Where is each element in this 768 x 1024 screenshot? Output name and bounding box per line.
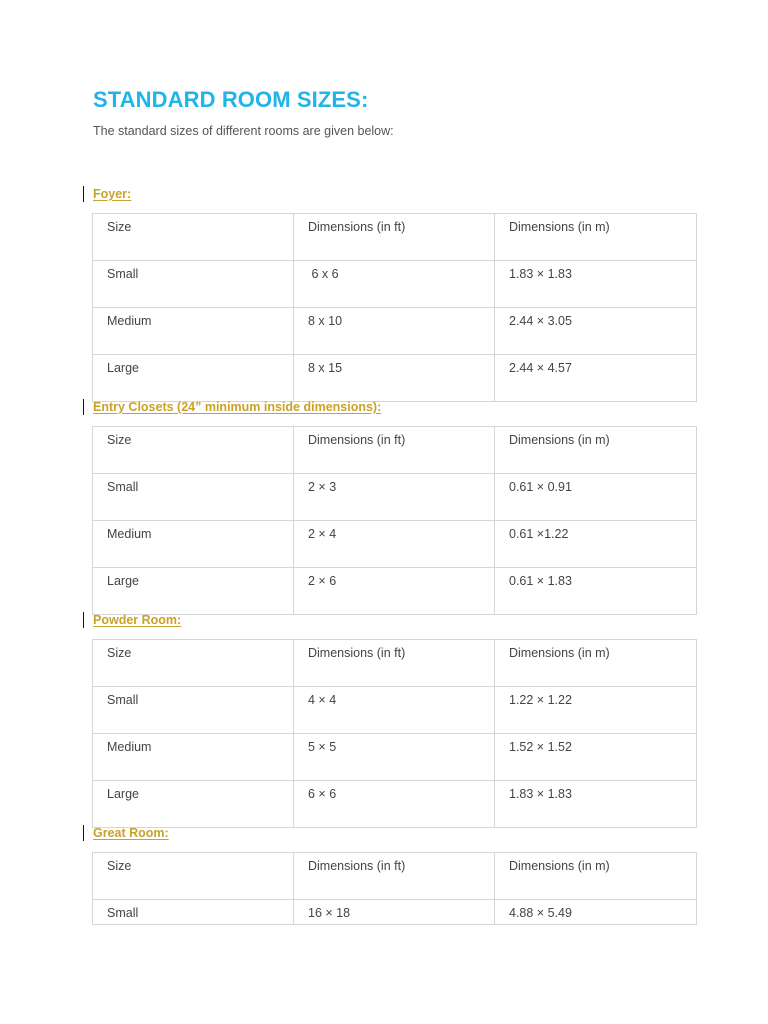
cell-text: Dimensions (in m) — [509, 220, 610, 234]
table-cell — [294, 853, 495, 900]
table-cell — [495, 474, 697, 521]
table-cell — [93, 355, 294, 402]
cell-text: Dimensions (in m) — [509, 433, 610, 447]
section-heading — [82, 612, 696, 630]
cell-text: 6 x 6 — [308, 267, 339, 281]
intro-text: The standard sizes of different rooms are given below: — [93, 124, 394, 138]
foyer-table — [92, 213, 697, 402]
table-cell — [495, 640, 697, 687]
table-cell — [93, 687, 294, 734]
section-heading-text: Powder Room: — [93, 613, 182, 627]
cell-text: 2.44 × 4.57 — [509, 361, 572, 375]
table-cell — [294, 214, 495, 261]
cell-text: Medium — [107, 314, 152, 328]
text-cursor-marker — [83, 825, 84, 841]
table-cell — [93, 474, 294, 521]
text-cursor-marker — [83, 612, 84, 628]
table-cell — [294, 521, 495, 568]
cell-text: Small — [107, 693, 139, 707]
table-row — [93, 355, 697, 402]
table-cell — [294, 687, 495, 734]
table-row — [93, 261, 697, 308]
table-cell — [294, 900, 495, 925]
table-header-row — [93, 853, 697, 900]
table-cell — [294, 355, 495, 402]
section-heading — [82, 825, 696, 843]
table-cell — [294, 781, 495, 828]
section-foyer — [82, 186, 696, 375]
great-room-table — [92, 852, 697, 925]
cell-text: 0.61 × 0.91 — [509, 480, 572, 494]
table-row — [93, 474, 697, 521]
table-cell — [93, 853, 294, 900]
table-cell — [495, 355, 697, 402]
cell-text: 2 × 6 — [308, 574, 337, 588]
section-heading-text: Great Room: — [93, 826, 169, 840]
section-powder-room — [82, 612, 696, 801]
table-cell — [495, 261, 697, 308]
cell-text: 1.52 × 1.52 — [509, 740, 572, 754]
cell-text: Medium — [107, 527, 152, 541]
table-cell — [294, 474, 495, 521]
entry-closets-table — [92, 426, 697, 615]
table-cell — [93, 427, 294, 474]
section-great-room — [82, 825, 696, 920]
cell-text: Size — [107, 646, 132, 660]
cell-text: 4 × 4 — [308, 693, 337, 707]
cell-text: 16 × 18 — [308, 906, 351, 920]
cell-text: Dimensions (in m) — [509, 646, 610, 660]
table-cell — [93, 640, 294, 687]
cell-text: Size — [107, 220, 132, 234]
section-entry-closets — [82, 399, 696, 588]
powder-room-table — [92, 639, 697, 828]
text-cursor-marker — [83, 186, 84, 202]
table-row — [93, 308, 697, 355]
page-title: STANDARD ROOM SIZES: — [93, 87, 369, 112]
table-cell — [495, 214, 697, 261]
table-cell — [495, 900, 697, 925]
cell-text: Dimensions (in m) — [509, 859, 610, 873]
cell-text: Dimensions (in ft) — [308, 646, 406, 660]
table-cell — [93, 900, 294, 925]
table-cell — [294, 261, 495, 308]
cell-text: 4.88 × 5.49 — [509, 906, 572, 920]
section-heading — [82, 399, 696, 417]
table-cell — [495, 853, 697, 900]
table-row — [93, 521, 697, 568]
cell-text: 0.61 × 1.83 — [509, 574, 572, 588]
cell-text: 0.61 ×1.22 — [509, 527, 569, 541]
table-cell — [294, 308, 495, 355]
table-cell — [93, 781, 294, 828]
table-cell — [294, 640, 495, 687]
table-header-row — [93, 427, 697, 474]
cell-text: Dimensions (in ft) — [308, 859, 406, 873]
table-cell — [93, 308, 294, 355]
cell-text: Large — [107, 574, 139, 588]
cell-text: Dimensions (in ft) — [308, 433, 406, 447]
table-cell — [93, 214, 294, 261]
table-cell — [495, 521, 697, 568]
cell-text: 1.83 × 1.83 — [509, 787, 572, 801]
section-heading — [82, 186, 696, 204]
cell-text: Dimensions (in ft) — [308, 220, 406, 234]
cell-text: Size — [107, 859, 132, 873]
cell-text: 2.44 × 3.05 — [509, 314, 572, 328]
cell-text: 1.22 × 1.22 — [509, 693, 572, 707]
table-cell — [93, 734, 294, 781]
cell-text: Small — [107, 480, 139, 494]
cell-text: 6 × 6 — [308, 787, 337, 801]
table-row — [93, 781, 697, 828]
table-cell — [495, 308, 697, 355]
table-cell — [495, 568, 697, 615]
cell-text: 8 x 10 — [308, 314, 343, 328]
cell-text: Large — [107, 787, 139, 801]
cell-text: 8 x 15 — [308, 361, 343, 375]
table-cell — [294, 568, 495, 615]
table-row — [93, 568, 697, 615]
table-cell — [495, 687, 697, 734]
table-cell — [294, 734, 495, 781]
cell-text: 2 × 3 — [308, 480, 337, 494]
table-row — [93, 734, 697, 781]
table-header-row — [93, 214, 697, 261]
table-cell — [495, 734, 697, 781]
cell-text: Small — [107, 267, 139, 281]
table-row — [93, 900, 697, 925]
section-heading-text: Foyer: — [93, 187, 132, 201]
cell-text: 1.83 × 1.83 — [509, 267, 572, 281]
text-cursor-marker — [83, 399, 84, 415]
table-header-row — [93, 640, 697, 687]
cell-text: Medium — [107, 740, 152, 754]
table-cell — [93, 521, 294, 568]
cell-text: Size — [107, 433, 132, 447]
section-heading-text: Entry Closets (24” minimum inside dimensions): — [93, 400, 382, 414]
cell-text: Small — [107, 906, 139, 920]
cell-text: Large — [107, 361, 139, 375]
table-cell — [93, 568, 294, 615]
table-cell — [495, 427, 697, 474]
table-cell — [495, 781, 697, 828]
table-cell — [93, 261, 294, 308]
cell-text: 5 × 5 — [308, 740, 337, 754]
cell-text: 2 × 4 — [308, 527, 337, 541]
table-row — [93, 687, 697, 734]
table-cell — [294, 427, 495, 474]
